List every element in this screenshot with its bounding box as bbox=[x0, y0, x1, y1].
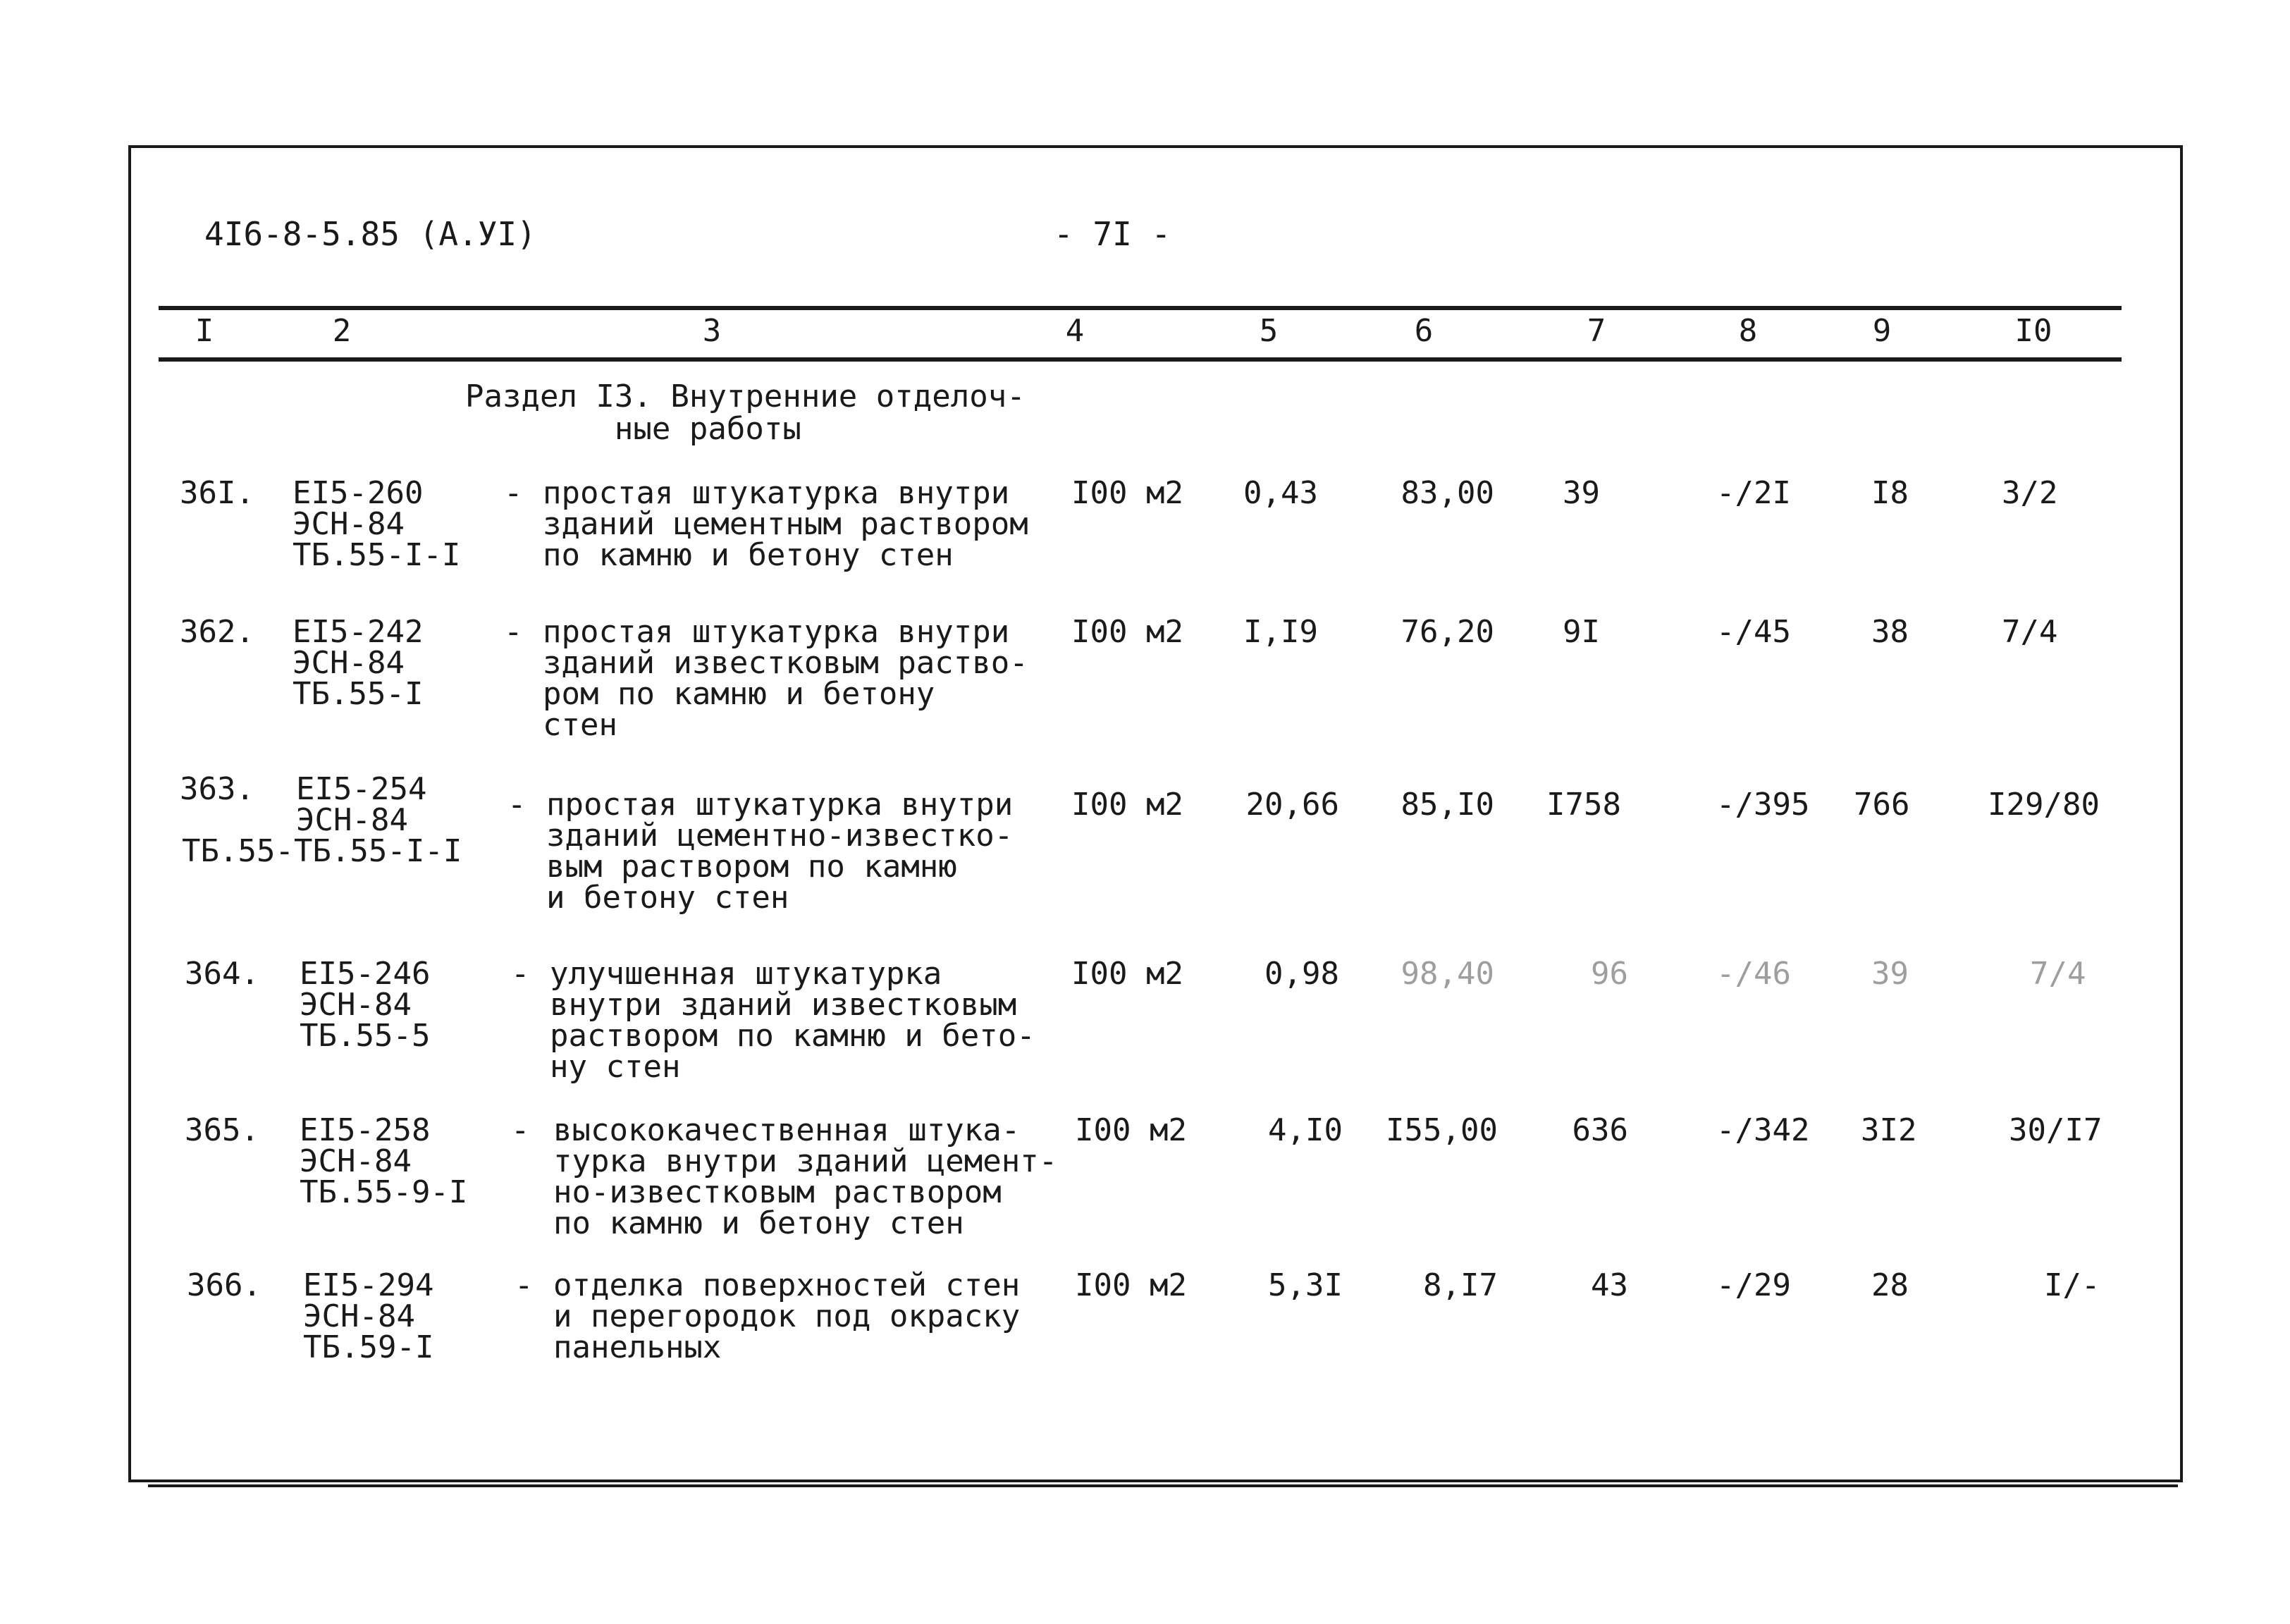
unit-price: 98,40 bbox=[1401, 956, 1494, 992]
column-10-value: 30/I7 bbox=[2009, 1112, 2103, 1148]
column-header-8: 8 bbox=[1738, 313, 1758, 349]
quantity: 5,3I bbox=[1268, 1267, 1343, 1303]
total-cost: 636 bbox=[1572, 1112, 1628, 1148]
dash: - bbox=[511, 1112, 530, 1148]
column-8-value: -/395 bbox=[1716, 787, 1810, 823]
norm-code: ЕI5-242 ЭСН-84 ТБ.55-I bbox=[293, 614, 424, 712]
column-header-3: 3 bbox=[702, 313, 722, 349]
work-description: улучшенная штукатурка внутри зданий известковым раствором по камню и бето- ну стен bbox=[550, 956, 1035, 1085]
unit: I00 м2 bbox=[1071, 475, 1183, 511]
total-cost: 39 bbox=[1563, 475, 1600, 511]
total-cost: I758 bbox=[1546, 787, 1621, 823]
document-code: 4I6-8-5.85 (А.УI) bbox=[204, 215, 536, 253]
row-number: 364. bbox=[185, 956, 259, 992]
dash: - bbox=[504, 614, 523, 650]
column-9-value: 38 bbox=[1871, 614, 1909, 650]
column-10-value: I29/80 bbox=[1988, 787, 2100, 823]
total-cost: 9I bbox=[1563, 614, 1600, 650]
column-9-value: 39 bbox=[1871, 956, 1909, 992]
unit-price: 85,I0 bbox=[1401, 787, 1494, 823]
norm-code: ЕI5-246 ЭСН-84 ТБ.55-5 bbox=[300, 956, 431, 1054]
quantity: 0,98 bbox=[1264, 956, 1339, 992]
column-10-value: 7/4 bbox=[2002, 614, 2058, 650]
section-title: Раздел I3. Внутренние отделоч- ные работы bbox=[465, 379, 1026, 447]
unit-price: 76,20 bbox=[1401, 614, 1494, 650]
column-8-value: -/45 bbox=[1716, 614, 1791, 650]
column-8-value: -/342 bbox=[1716, 1112, 1810, 1148]
column-8-value: -/29 bbox=[1716, 1267, 1791, 1303]
row-number: 363. bbox=[180, 771, 254, 807]
total-cost: 43 bbox=[1591, 1267, 1628, 1303]
column-10-value: 7/4 bbox=[2030, 956, 2086, 992]
norm-code-line-2: ЭСН-84 bbox=[296, 802, 408, 838]
column-header-5: 5 bbox=[1259, 313, 1279, 349]
column-8-value: -/2I bbox=[1716, 475, 1791, 511]
quantity: 20,66 bbox=[1245, 787, 1339, 823]
work-description: высококачественная штука- турка внутри зданий цемент- но-известковым раствором по камню и бетону стен bbox=[553, 1112, 1058, 1241]
dash: - bbox=[504, 475, 523, 511]
unit: I00 м2 bbox=[1075, 1267, 1187, 1303]
norm-code: ЕI5-258 ЭСН-84 ТБ.55-9-I bbox=[300, 1112, 468, 1210]
column-header-7: 7 bbox=[1587, 313, 1606, 349]
column-8-value: -/46 bbox=[1716, 956, 1791, 992]
unit-price: I55,00 bbox=[1386, 1112, 1498, 1148]
work-description: простая штукатурка внутри зданий цементно-известко- вым раствором по камню и бетону стен bbox=[546, 787, 1014, 916]
column-header-6: 6 bbox=[1414, 313, 1434, 349]
quantity: I,I9 bbox=[1243, 614, 1318, 650]
unit: I00 м2 bbox=[1075, 1112, 1187, 1148]
unit: I00 м2 bbox=[1071, 956, 1183, 992]
column-9-value: 3I2 bbox=[1861, 1112, 1917, 1148]
work-description: отделка поверхностей стен и перегородок под окраску панельных bbox=[553, 1267, 1021, 1365]
dash: - bbox=[515, 1267, 534, 1303]
column-9-value: 28 bbox=[1871, 1267, 1909, 1303]
column-header-1: I bbox=[195, 313, 214, 349]
column-10-value: 3/2 bbox=[2002, 475, 2058, 511]
unit: I00 м2 bbox=[1071, 614, 1183, 650]
column-header-4: 4 bbox=[1065, 313, 1085, 349]
unit-price: 8,I7 bbox=[1423, 1267, 1498, 1303]
work-description: простая штукатурка внутри зданий цементным раствором по камню и бетону стен bbox=[543, 475, 1028, 573]
row-number: 366. bbox=[187, 1267, 261, 1303]
unit-price: 83,00 bbox=[1401, 475, 1494, 511]
column-header-10: I0 bbox=[2014, 313, 2052, 349]
norm-code: ЕI5-260 ЭСН-84 ТБ.55-I-I bbox=[293, 475, 461, 573]
work-description: простая штукатурка внутри зданий известковым раство- ром по камню и бетону стен bbox=[543, 614, 1028, 743]
bottom-rule bbox=[148, 1484, 2178, 1487]
row-number: 362. bbox=[180, 614, 254, 650]
quantity: 0,43 bbox=[1243, 475, 1318, 511]
table-header-bottom-rule bbox=[159, 357, 2122, 362]
quantity: 4,I0 bbox=[1268, 1112, 1343, 1148]
row-number: 365. bbox=[185, 1112, 259, 1148]
column-9-value: 766 bbox=[1854, 787, 1910, 823]
total-cost: 96 bbox=[1591, 956, 1628, 992]
table-top-rule bbox=[159, 306, 2122, 310]
column-9-value: I8 bbox=[1871, 475, 1909, 511]
page-number: - 7I - bbox=[1054, 215, 1171, 253]
dash: - bbox=[507, 787, 527, 823]
norm-code-line-1: ЕI5-254 bbox=[296, 771, 427, 807]
column-header-9: 9 bbox=[1872, 313, 1892, 349]
column-header-2: 2 bbox=[332, 313, 352, 349]
column-10-value: I/- bbox=[2044, 1267, 2100, 1303]
unit: I00 м2 bbox=[1071, 787, 1183, 823]
dash: - bbox=[511, 956, 530, 992]
row-number: 36I. bbox=[180, 475, 254, 511]
norm-code: ЕI5-294 ЭСН-84 ТБ.59-I bbox=[303, 1267, 434, 1365]
norm-code-line-3: ТБ.55-ТБ.55-I-I bbox=[182, 833, 462, 869]
